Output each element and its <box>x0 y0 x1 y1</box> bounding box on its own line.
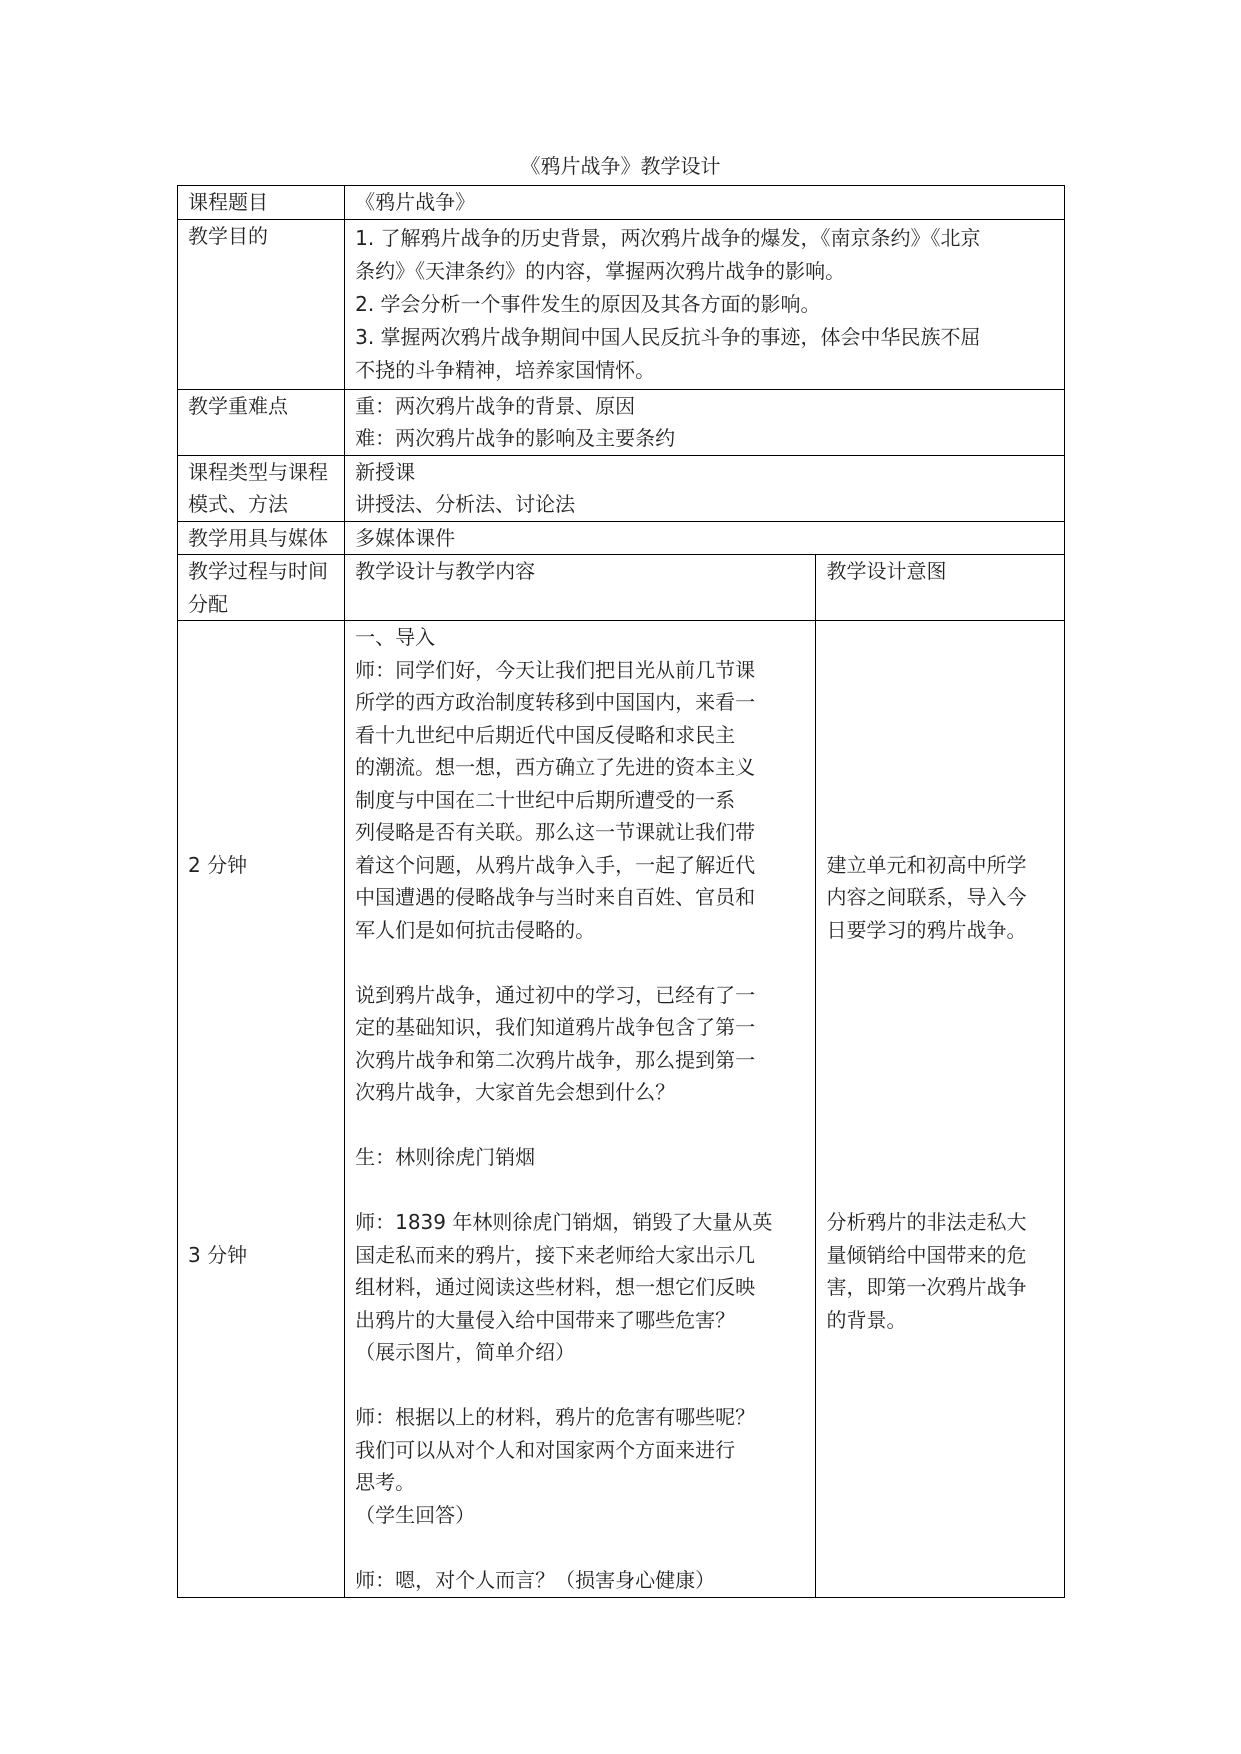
content-line: 军人们是如何抗击侵略的。 <box>355 917 596 942</box>
time-line <box>188 914 334 947</box>
intent-line: 日要学习的鸦片战争。 <box>826 917 1027 942</box>
time-line <box>188 686 334 719</box>
process-time-header <box>178 555 345 621</box>
media-value: 多媒体课件 <box>345 521 1065 555</box>
time-line <box>188 1109 334 1142</box>
time-line <box>188 1044 334 1077</box>
time-line <box>188 816 334 849</box>
content-line: 组材料，通过阅读这些材料，想一想它们反映 <box>355 1275 756 1299</box>
course-type-label <box>178 455 345 521</box>
course-type-line: 讲授法、分析法、讨论法 <box>355 492 576 516</box>
content-line: 制度与中国在二十世纪中后期所遭受的一系 <box>355 787 736 812</box>
content-line <box>355 1174 805 1207</box>
time-line <box>188 1076 334 1109</box>
process-content-cell <box>345 621 816 1598</box>
time-line <box>188 1174 334 1207</box>
intent-line: 内容之间联系，导入今 <box>826 885 1027 909</box>
intent-line <box>826 1044 1054 1077</box>
process-intent-header: 教学设计意图 <box>816 555 1065 621</box>
label-line: 分配 <box>188 591 228 616</box>
label-line: 课程类型与课程 <box>188 459 328 484</box>
content-line: 着这个问题，从鸦片战争入手，一起了解近代 <box>355 852 756 877</box>
objective-line: 2. 学会分析一个事件发生的原因及其各方面的影响。 <box>355 291 821 316</box>
intent-line <box>826 654 1054 687</box>
course-type-value <box>345 455 1065 521</box>
key-points-label: 教学重难点 <box>178 389 345 455</box>
content-line: 所学的西方政治制度转移到中国国内，来看一 <box>355 690 756 714</box>
row-key-points <box>178 389 1065 455</box>
intent-line <box>826 816 1054 849</box>
intent-line <box>826 719 1054 752</box>
content-line: 次鸦片战争，大家首先会想到什么？ <box>355 1080 676 1104</box>
intent-line <box>826 686 1054 719</box>
content-line: 中国遭遇的侵略战争与当时来自百姓、官员和 <box>355 885 756 909</box>
intent-line <box>826 1011 1054 1044</box>
label-line: 模式、方法 <box>188 492 288 516</box>
time-line <box>188 751 334 784</box>
row-process-body <box>178 621 1065 1598</box>
key-points-value <box>345 389 1065 455</box>
content-line: 列侵略是否有关联。那么这一节课就让我们带 <box>355 820 756 844</box>
key-point-line: 重：两次鸦片战争的背景、原因 <box>355 393 636 418</box>
intent-line <box>826 1174 1054 1207</box>
topic-value: 《鸦片战争》 <box>345 186 1065 220</box>
objective-line: 不挠的斗争精神，培养家国情怀。 <box>355 357 656 382</box>
intent-line: 建立单元和初高中所学 <box>826 852 1027 877</box>
time-line <box>188 1206 334 1239</box>
media-label: 教学用具与媒体 <box>178 521 345 555</box>
intent-line <box>826 979 1054 1012</box>
intent-line: 量倾销给中国带来的危 <box>826 1242 1027 1267</box>
row-process-header <box>178 555 1065 621</box>
objective-line: 1. 了解鸦片战争的历史背景，两次鸦片战争的爆发，《南京条约》《北京 <box>355 225 981 250</box>
process-time-cell <box>178 621 345 1598</box>
content-line: 的潮流。想一想，西方确立了先进的资本主义 <box>355 755 756 779</box>
key-point-line: 难：两次鸦片战争的影响及主要条约 <box>355 426 676 450</box>
topic-label: 课程题目 <box>178 186 345 220</box>
row-objectives <box>178 219 1065 389</box>
intent-line: 的背景。 <box>826 1307 907 1332</box>
intent-line <box>826 784 1054 817</box>
time-line: 3 分钟 <box>188 1242 248 1267</box>
objective-line: 3. 掌握两次鸦片战争期间中国人民反抗斗争的事迹，体会中华民族不屈 <box>355 324 981 349</box>
row-course-type <box>178 455 1065 521</box>
content-line: 师：1839 年林则徐虎门销烟，销毁了大量从英 <box>355 1210 773 1234</box>
content-line: 师：根据以上的材料，鸦片的危害有哪些呢？ <box>355 1405 756 1429</box>
content-line: 一、导入 <box>355 625 436 649</box>
content-line <box>355 1531 805 1564</box>
content-line: 国走私而来的鸦片，接下来老师给大家出示几 <box>355 1242 756 1267</box>
content-line: 我们可以从对个人和对国家两个方面来进行 <box>355 1437 736 1462</box>
row-media <box>178 521 1065 555</box>
document-title: 《鸦片战争》教学设计 <box>520 154 721 178</box>
intent-line <box>826 1076 1054 1109</box>
objectives-value <box>345 219 1065 389</box>
content-line: 生：林则徐虎门销烟 <box>355 1145 536 1169</box>
intent-line <box>826 751 1054 784</box>
content-line: （展示图片，简单介绍） <box>355 1340 576 1364</box>
intent-line: 分析鸦片的非法走私大 <box>826 1210 1027 1234</box>
time-line: 2 分钟 <box>188 852 248 877</box>
time-line <box>188 1141 334 1174</box>
intent-line: 害，即第一次鸦片战争 <box>826 1275 1027 1299</box>
time-line <box>188 621 334 654</box>
content-line: （学生回答） <box>355 1502 476 1527</box>
time-line <box>188 654 334 687</box>
intent-line <box>826 1109 1054 1142</box>
content-line: 出鸦片的大量侵入给中国带来了哪些危害？ <box>355 1307 736 1332</box>
row-topic <box>178 186 1065 220</box>
content-line: 次鸦片战争和第二次鸦片战争，那么提到第一 <box>355 1047 756 1072</box>
time-line <box>188 784 334 817</box>
time-line <box>188 946 334 979</box>
content-line: 师：嗯，对个人而言？（损害身心健康） <box>355 1567 716 1592</box>
intent-line <box>826 621 1054 654</box>
process-intent-cell <box>816 621 1065 1598</box>
content-line: 看十九世纪中后期近代中国反侵略和求民主 <box>355 722 736 747</box>
lesson-plan-table <box>177 185 1065 1598</box>
objective-line: 条约》《天津条约》的内容，掌握两次鸦片战争的影响。 <box>355 258 846 283</box>
content-line <box>355 946 805 979</box>
content-line <box>355 1109 805 1142</box>
time-line <box>188 1011 334 1044</box>
content-line: 师：同学们好，今天让我们把目光从前几节课 <box>355 657 756 682</box>
content-line: 定的基础知识，我们知道鸦片战争包含了第一 <box>355 1015 756 1039</box>
content-line: 说到鸦片战争，通过初中的学习，已经有了一 <box>355 982 756 1007</box>
time-line <box>188 979 334 1012</box>
content-line: 思考。 <box>355 1470 416 1494</box>
process-content-header: 教学设计与教学内容 <box>345 555 816 621</box>
course-type-line: 新授课 <box>355 459 416 484</box>
label-line: 教学过程与时间 <box>188 559 328 583</box>
content-line <box>355 1369 805 1402</box>
objectives-label: 教学目的 <box>178 219 345 389</box>
time-line <box>188 881 334 914</box>
intent-line <box>826 1141 1054 1174</box>
time-line <box>188 719 334 752</box>
intent-line <box>826 946 1054 979</box>
